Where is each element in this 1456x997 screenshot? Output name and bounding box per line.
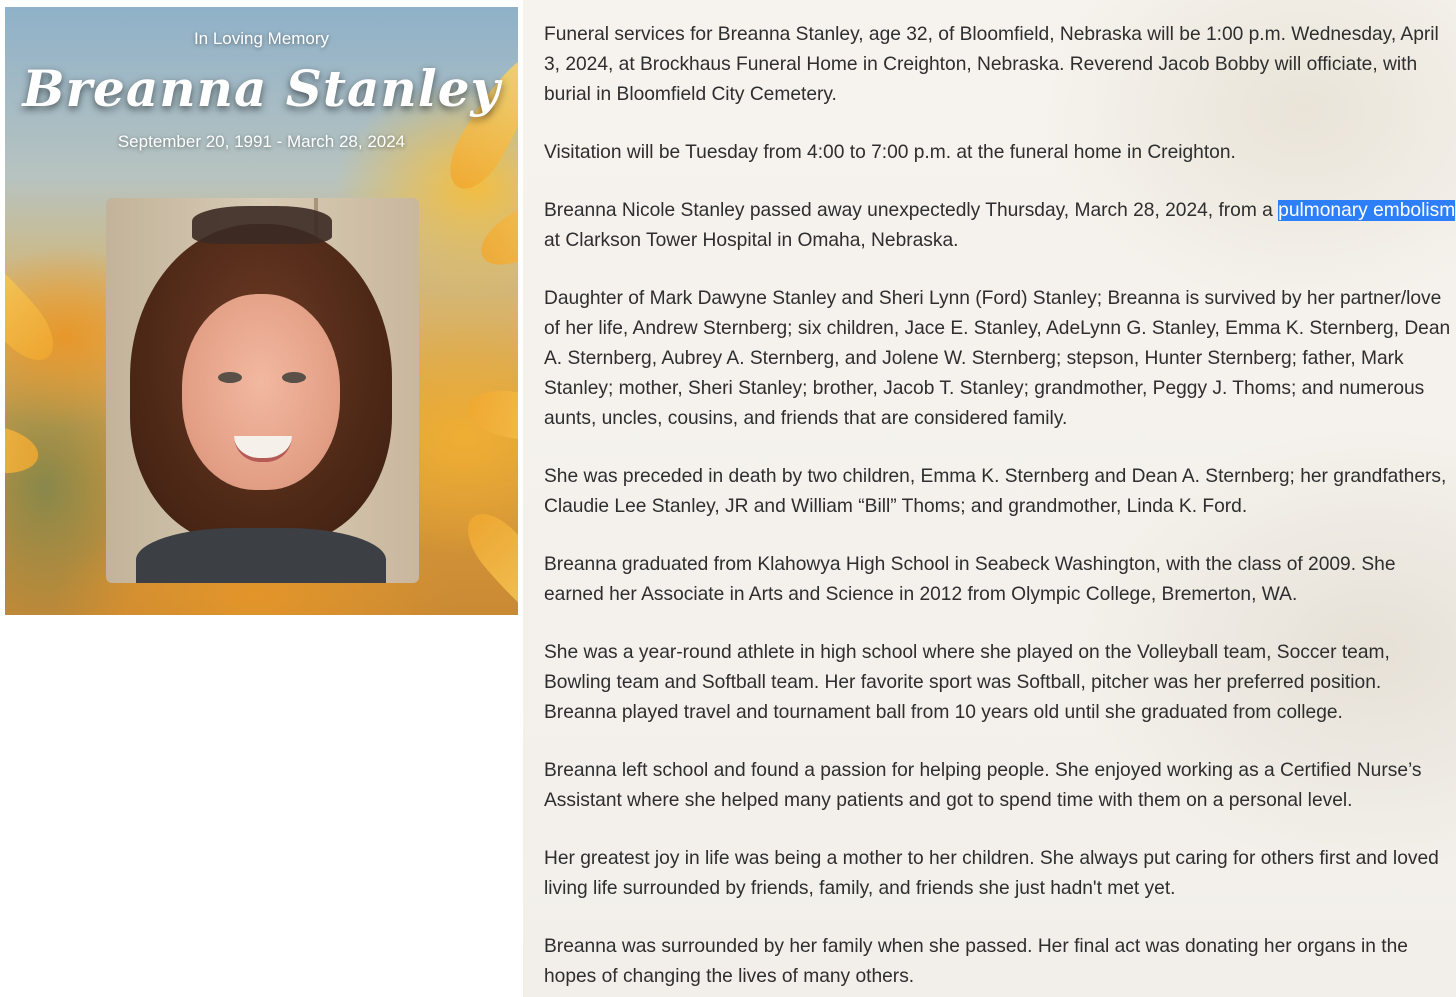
passing-text-after: at Clarkson Tower Hospital in Omaha, Nebraska. [544,230,959,251]
sunflower-petal [5,227,66,371]
selected-text-highlight[interactable]: pulmonary embolism [1278,200,1456,221]
photo-eye [218,372,242,383]
memory-label: In Loving Memory [193,29,330,48]
photo-shirt [136,528,386,583]
obituary-paragraph-services: Funeral services for Breanna Stanley, age 32, of Bloomfield, Nebraska will be 1:00 p.m. Wednesday, April 3, 2024, at Brockhaus Funeral Home in Creighton, Nebraska. Reverend Jacob Bobby will officiate, with burial in Bloomfield City Cemetery. [544,24,1439,105]
obituary-paragraph-final-act: Breanna was surrounded by her family when she passed. Her final act was donating her organs in the hopes of changing the lives of many others. [544,936,1408,987]
portrait-photo [106,198,419,583]
obituary-panel [523,0,1456,997]
photo-sunglasses [192,206,332,244]
obituary-paragraph-passing [544,196,1456,256]
obituary-paragraph-visitation: Visitation will be Tuesday from 4:00 to 7:00 p.m. at the funeral home in Creighton. [544,142,1236,163]
photo-eye [282,372,306,383]
obituary-paragraph-career: Breanna left school and found a passion for helping people. She enjoyed working as a Certified Nurse’s Assistant where she helped many patients and got to spend time with them on a personal level. [544,760,1422,811]
sunflower-petal [455,502,518,615]
passing-text-before: Breanna Nicole Stanley passed away unexpectedly Thursday, March 28, 2024, from a [544,200,1279,221]
sunflower-petal [464,384,518,455]
memorial-dates: September 20, 1991 - March 28, 2024 [117,132,406,151]
memorial-card [5,7,518,615]
obituary-paragraph-family: Her greatest joy in life was being a mother to her children. She always put caring for others first and loved living life surrounded by friends, family, and friends she just hadn't met yet. [544,848,1439,899]
photo-smile [234,436,292,462]
obituary-paragraph-athletics: She was a year-round athlete in high school where she played on the Volleyball team, Soccer team, Bowling team and Softball team. Her favorite sport was Softball, pitcher was her preferred position. Breanna played travel and tournament ball from 10 years old until she graduated from college. [544,642,1390,723]
obituary-paragraph-survivors: Daughter of Mark Dawyne Stanley and Sheri Lynn (Ford) Stanley; Breanna is survived by her partner/love of her life, Andrew Sternberg; six children, Jace E. Stanley, AdeLynn G. Stanley, Emma K. Sternberg, Dean A. Sternberg, Aubrey A. Sternberg, and Jolene W. Sternberg; stepson, Hunter Sternberg; father, Mark Stanley; mother, Sheri Stanley; brother, Jacob T. Stanley; grandmother, Peggy J. Thoms; and numerous aunts, uncles, cousins, and friends that are considered family. [544,288,1451,429]
obituary-paragraph-preceded: She was preceded in death by two children, Emma K. Sternberg and Dean A. Sternberg; her grandfathers, Claudie Lee Stanley, JR and William “Bill” Thoms; and grandmother, Linda K. Ford. [544,466,1447,517]
memorial-name: Breanna Stanley [22,59,501,118]
memorial-header [5,7,518,152]
photo-face [182,294,340,490]
sunflower-petal [5,408,42,479]
obituary-paragraph-education: Breanna graduated from Klahowya High School in Seabeck Washington, with the class of 2009. She earned her Associate in Arts and Science in 2012 from Olympic College, Bremerton, WA. [544,554,1396,605]
